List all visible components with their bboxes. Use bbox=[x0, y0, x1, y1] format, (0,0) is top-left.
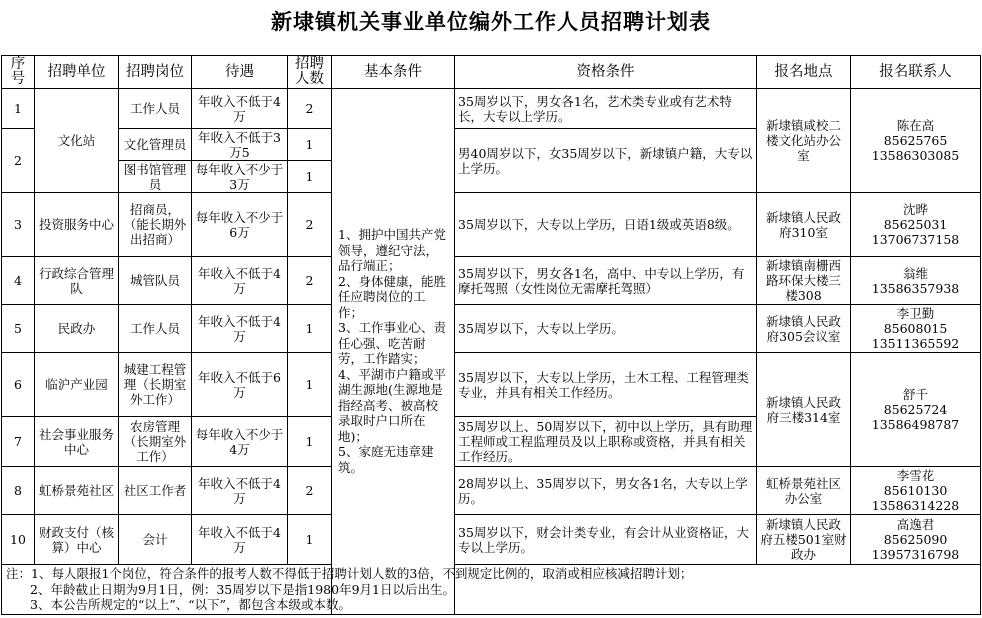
table-row bbox=[2, 353, 981, 417]
cell-unit: 社会事业服务中心 bbox=[35, 417, 119, 467]
cell-pay: 年收入不低于6万 bbox=[192, 353, 288, 417]
cell-basic-conditions: 1、拥护中国共产党领导，遵纪守法，品行端正； 2、身体健康，能胜任应聘岗位的工作； 3、工作事业心、责任心强、吃苦耐劳，工作踏实； 4、平湖市户籍或平湖生源地(生源地是指经高考、被高校录取时户口所在地)； 5、家庭无违章建筑。 bbox=[332, 89, 455, 615]
cell-qual: 35周岁以上、50周岁以下，初中以上学历，具有助理工程师或工程监理员及以上职称或资格，并具有相关工作经历。 bbox=[455, 417, 757, 467]
cell-no: 3 bbox=[2, 193, 35, 257]
cell-contact: 李卫勤 85608015 13511365592 bbox=[851, 305, 981, 353]
cell-unit: 文化站 bbox=[35, 89, 119, 193]
table-row bbox=[2, 193, 981, 257]
cell-no: 7 bbox=[2, 417, 35, 467]
cell-unit: 临沪产业园 bbox=[35, 353, 119, 417]
note-1: 注：1、每人限报1个岗位，符合条件的报考人数不得低于招聘计划人数的3倍，不到规定比例的，取消或相应核减招聘计划； bbox=[6, 566, 693, 581]
table-row bbox=[2, 467, 981, 515]
table-row bbox=[2, 89, 981, 129]
cell-qual: 35周岁以下，大专以上学历，日语1级或英语8级。 bbox=[455, 193, 757, 257]
cell-pay: 每年收入不少于4万 bbox=[192, 417, 288, 467]
recruitment-table bbox=[1, 55, 981, 615]
cell-place: 新埭镇咸校二楼文化站办公室 bbox=[757, 89, 851, 193]
cell-no: 2 bbox=[2, 129, 35, 193]
cell-num: 1 bbox=[288, 515, 332, 565]
header-qual: 资格条件 bbox=[455, 56, 757, 89]
cell-place: 虹桥景苑社区办公室 bbox=[757, 467, 851, 515]
cell-pay: 年收入不低于4万 bbox=[192, 515, 288, 565]
cell-no: 1 bbox=[2, 89, 35, 129]
cell-contact: 沈晔 85625031 13706737158 bbox=[851, 193, 981, 257]
header-pay: 待遇 bbox=[192, 56, 288, 89]
header-unit: 招聘单位 bbox=[35, 56, 119, 89]
cell-post: 工作人员 bbox=[119, 305, 192, 353]
cell-num: 1 bbox=[288, 305, 332, 353]
cell-qual: 35周岁以下，大专以上学历。 bbox=[455, 305, 757, 353]
cell-post: 图书馆管理员 bbox=[119, 161, 192, 193]
cell-no: 6 bbox=[2, 353, 35, 417]
cell-post: 农房管理（长期室外工作） bbox=[119, 417, 192, 467]
header-contact: 报名联系人 bbox=[851, 56, 981, 89]
header-no: 序号 bbox=[2, 56, 35, 89]
cell-pay: 年收入不低于4万 bbox=[192, 305, 288, 353]
cell-unit: 民政办 bbox=[35, 305, 119, 353]
notes-cell bbox=[2, 565, 981, 615]
cell-unit: 财政支付（核算）中心 bbox=[35, 515, 119, 565]
cell-unit: 虹桥景苑社区 bbox=[35, 467, 119, 515]
cell-no: 8 bbox=[2, 467, 35, 515]
cell-contact: 舒千 85625724 13586498787 bbox=[851, 353, 981, 467]
cell-pay: 年收入不低于4万 bbox=[192, 467, 288, 515]
cell-place: 新埭镇人民政府五楼501室财政办 bbox=[757, 515, 851, 565]
cell-place: 新埭镇南栅西路环保大楼三楼308 bbox=[757, 257, 851, 305]
cell-post: 社区工作者 bbox=[119, 467, 192, 515]
cell-num: 1 bbox=[288, 353, 332, 417]
header-num: 招聘人数 bbox=[288, 56, 332, 89]
note-3: 3、本公告所规定的“以上”、“以下”，都包含本级或本数。 bbox=[30, 597, 352, 612]
cell-no: 4 bbox=[2, 257, 35, 305]
cell-post: 招商员，（能长期外出招商） bbox=[119, 193, 192, 257]
cell-pay: 每年收入不少于6万 bbox=[192, 193, 288, 257]
cell-place: 新埭镇人民政府310室 bbox=[757, 193, 851, 257]
cell-pay: 每年收入不少于3万 bbox=[192, 161, 288, 193]
cell-post: 会计 bbox=[119, 515, 192, 565]
cell-num: 2 bbox=[288, 89, 332, 129]
page-title: 新埭镇机关事业单位编外工作人员招聘计划表 bbox=[271, 10, 711, 34]
cell-pay: 年收入不低于3万5 bbox=[192, 129, 288, 161]
cell-qual: 35周岁以下，大专以上学历，土木工程、工程管理类专业，并具有相关工作经历。 bbox=[455, 353, 757, 417]
cell-contact: 翁维 13586357938 bbox=[851, 257, 981, 305]
cell-no: 10 bbox=[2, 515, 35, 565]
cell-place: 新埭镇人民政府305会议室 bbox=[757, 305, 851, 353]
cell-unit: 投资服务中心 bbox=[35, 193, 119, 257]
table-row bbox=[2, 305, 981, 353]
notes-row bbox=[2, 565, 981, 615]
cell-num: 1 bbox=[288, 417, 332, 467]
header-place: 报名地点 bbox=[757, 56, 851, 89]
cell-qual: 28周岁以上、35周岁以下，男女各1名，大专以上学历。 bbox=[455, 467, 757, 515]
cell-contact: 李雪花 85610130 13586314228 bbox=[851, 467, 981, 515]
table-row bbox=[2, 515, 981, 565]
cell-num: 2 bbox=[288, 257, 332, 305]
cell-no: 5 bbox=[2, 305, 35, 353]
cell-num: 1 bbox=[288, 129, 332, 161]
cell-qual: 男40周岁以下，女35周岁以下，新埭镇户籍，大专以上学历。 bbox=[455, 129, 757, 193]
header-basic: 基本条件 bbox=[332, 56, 455, 89]
cell-post: 城管队员 bbox=[119, 257, 192, 305]
header-post: 招聘岗位 bbox=[119, 56, 192, 89]
cell-contact: 陈在高 85625765 13586303085 bbox=[851, 89, 981, 193]
table-row bbox=[2, 257, 981, 305]
cell-unit: 行政综合管理队 bbox=[35, 257, 119, 305]
cell-num: 2 bbox=[288, 193, 332, 257]
cell-pay: 年收入不低于4万 bbox=[192, 257, 288, 305]
cell-qual: 35周岁以下，财会计类专业，有会计从业资格证，大专以上学历。 bbox=[455, 515, 757, 565]
header-row bbox=[2, 56, 981, 89]
cell-post: 工作人员 bbox=[119, 89, 192, 129]
cell-place: 新埭镇人民政府三楼314室 bbox=[757, 353, 851, 467]
cell-post: 文化管理员 bbox=[119, 129, 192, 161]
cell-num: 1 bbox=[288, 161, 332, 193]
note-2: 2、年龄截止日期为9月1日，例：35周岁以下是指1980年9月1日以后出生。 bbox=[30, 581, 455, 597]
cell-qual: 35周岁以下，男女各1名，艺术类专业或有艺术特长，大专以上学历。 bbox=[455, 89, 757, 129]
cell-pay: 年收入不低于4万 bbox=[192, 89, 288, 129]
cell-post: 城建工程管理（长期室外工作） bbox=[119, 353, 192, 417]
cell-contact: 高逸君 85625090 13957316798 bbox=[851, 515, 981, 565]
cell-num: 2 bbox=[288, 467, 332, 515]
cell-qual: 35周岁以下，男女各1名，高中、中专以上学历，有摩托驾照（女性岗位无需摩托驾照） bbox=[455, 257, 757, 305]
